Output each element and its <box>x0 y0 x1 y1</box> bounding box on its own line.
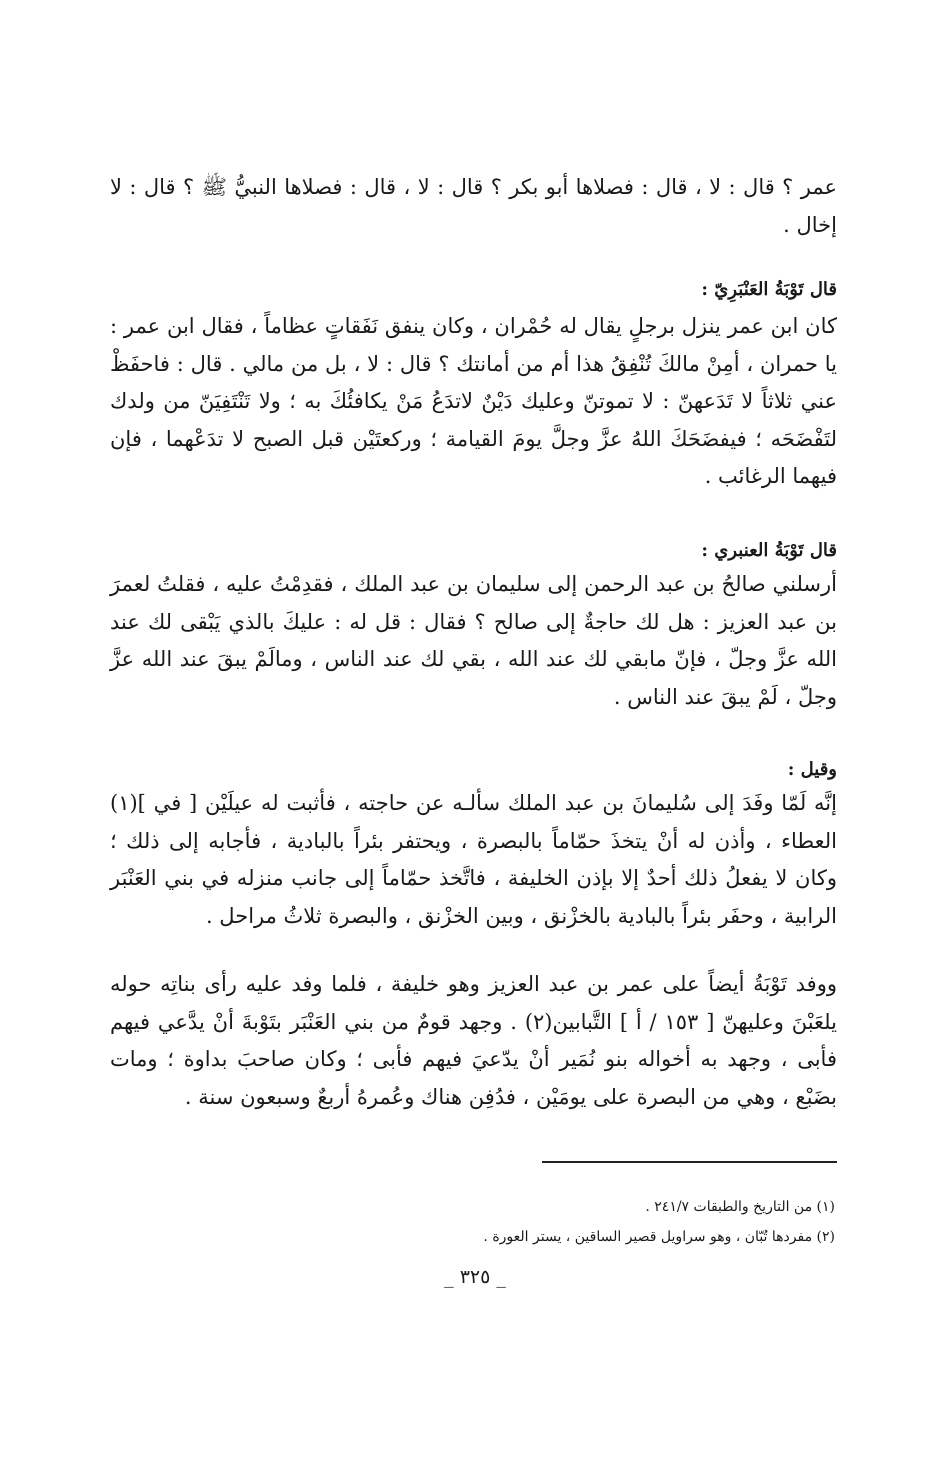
section-heading-3: وقيل : <box>787 759 837 780</box>
section-body-1: كان ابن عمر ينزل برجلٍ يقال له حُمْران ، وكان ينفق نَفَقاتٍ عظاماً ، فقال ابن عمر : يا حمران ، أمِنْ مالكَ تُنْفِقُ هذا أم من أمانتك ؟ قال : لا ، بل من مالي . قال : فاحفَظْ عني ثلاثاً لا تَدَعهنّ : لا تموتنّ وعليك دَيْنٌ لاتدَعُ مَنْ يكافئُكَ به ؛ ولا تَنْتَفِيَنّ من ولدك لتَفْضَحَه ؛ فيفضَحَكَ اللهُ عزَّ وجلَّ يومَ القيامة ؛ وركعتَيْن قبل الصبح لا تدَعْهما ، فإن فيهما الرغائب . <box>110 314 837 488</box>
footnote-divider <box>542 1161 837 1163</box>
footnote-1: (١) من التاريخ والطبقات ٢٤١/٧ . <box>645 1199 835 1215</box>
intro-paragraph: عمر ؟ قال : لا ، قال : فصلاها أبو بكر ؟ قال : لا ، قال : فصلاها النبيُّ ﷺ ؟ قال : لا إخال . <box>110 175 837 237</box>
section-body-4: ووفد تَوْبَةُ أيضاً على عمر بن عبد العزيز وهو خليفة ، فلما وفد عليه رأى بناتِه حوله يلعَبْنَ وعليهنّ [ ١٥٣ / أ ] التَّبابين(٢) . وجهد قومٌ من بني العَنْبَر بتَوْبةَ أنْ يدَّعي فيهم فأبى ، وجهد به أخواله بنو نُمَير أنْ يدّعيَ فيهم فأبى ؛ وكان صاحبَ بداوة ؛ ومات بضَبْع ، وهي من البصرة على يومَيْن ، فدُفِن هناك وعُمرهُ أربعٌ وسبعون سنة . <box>110 972 837 1109</box>
section-body-2: أرسلني صالحُ بن عبد الرحمن إلى سليمان بن عبد الملك ، فقدِمْتُ عليه ، فقلتُ لعمرَ بن عبد العزيز : هل لك حاجةٌ إلى صالح ؟ فقال : قل له : عليكَ بالذي يَبْقى لك عند الله عزَّ وجلّ ، فإنّ مابقي لك عند الله ، بقي لك عند الناس ، ومالَمْ يبقَ عند الله عزَّ وجلّ ، لَمْ يبقَ عند الناس . <box>110 572 837 709</box>
section-heading-1: قال تَوْبَةُ العَنْبَرِيّ : <box>701 279 837 300</box>
page-number: _ ٣٢٥ _ <box>444 1266 506 1288</box>
section-body-3: إنَّه لَمّا وفَدَ إلى سُليمانَ بن عبد الملك سألـه عن حاجته ، فأثبت له عيلَيْن [ في ](١) العطاء ، وأذن له أنْ يتخذَ حمّاماً بالبصرة ، ويحتفر بئراً بالبادية ، فأجابه إلى ذلك ؛ وكان لا يفعلُ ذلك أحدٌ إلا بإذن الخليفة ، فاتَّخذ حمّاماً إلى جانب منزله في بني العَنْبَر الرابية ، وحفَر بئراً بالبادية بالخزْنق ، وبين الخزْنق ، والبصرة ثلاثُ مراحل . <box>110 791 837 928</box>
section-heading-2: قال تَوْبَةُ العنبري : <box>701 540 837 561</box>
footnote-2: (٢) مفردها تُبّان ، وهو سراويل قصير الساقين ، يستر العورة . <box>483 1229 835 1245</box>
footnotes <box>300 1192 835 1252</box>
